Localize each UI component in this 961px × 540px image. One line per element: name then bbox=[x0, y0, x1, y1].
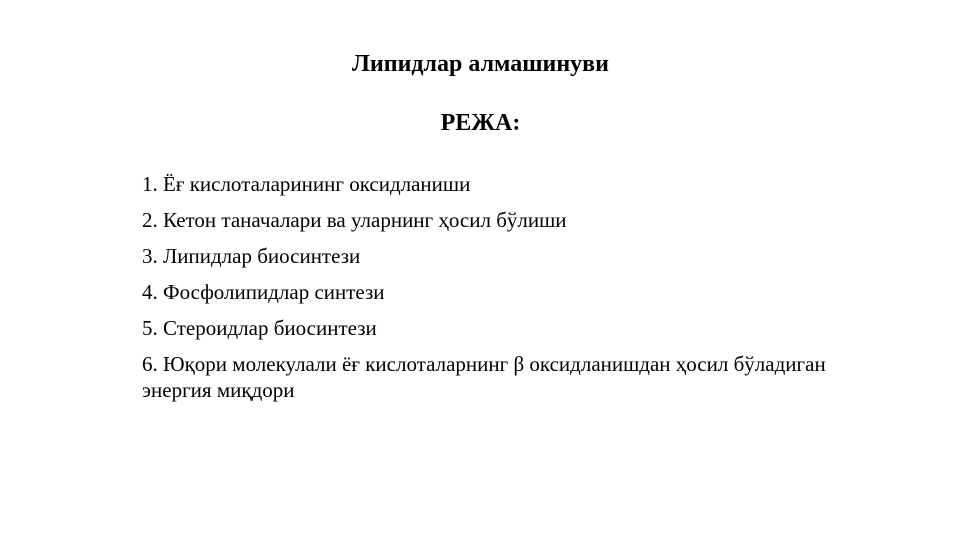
plan-item-4: 4. Фосфолипидлар синтези bbox=[142, 280, 385, 304]
plan-item-5: 5. Стероидлар биосинтези bbox=[142, 316, 377, 340]
plan-list bbox=[142, 171, 842, 413]
plan-heading: РЕЖА: bbox=[440, 110, 521, 136]
plan-item-2: 2. Кетон таначалари ва уларнинг ҳосил бўлиши bbox=[142, 208, 567, 232]
page-title: Липидлар алмашинуви bbox=[352, 51, 609, 77]
plan-item-1: 1. Ёғ кислоталарининг оксидланиши bbox=[142, 172, 471, 196]
plan-item-6: 6. Юқори молекулали ёғ кислоталарнинг β оксидланишдан ҳосил бўладиган энергия миқдори bbox=[142, 352, 826, 402]
plan-item-3: 3. Липидлар биосинтези bbox=[142, 244, 361, 268]
